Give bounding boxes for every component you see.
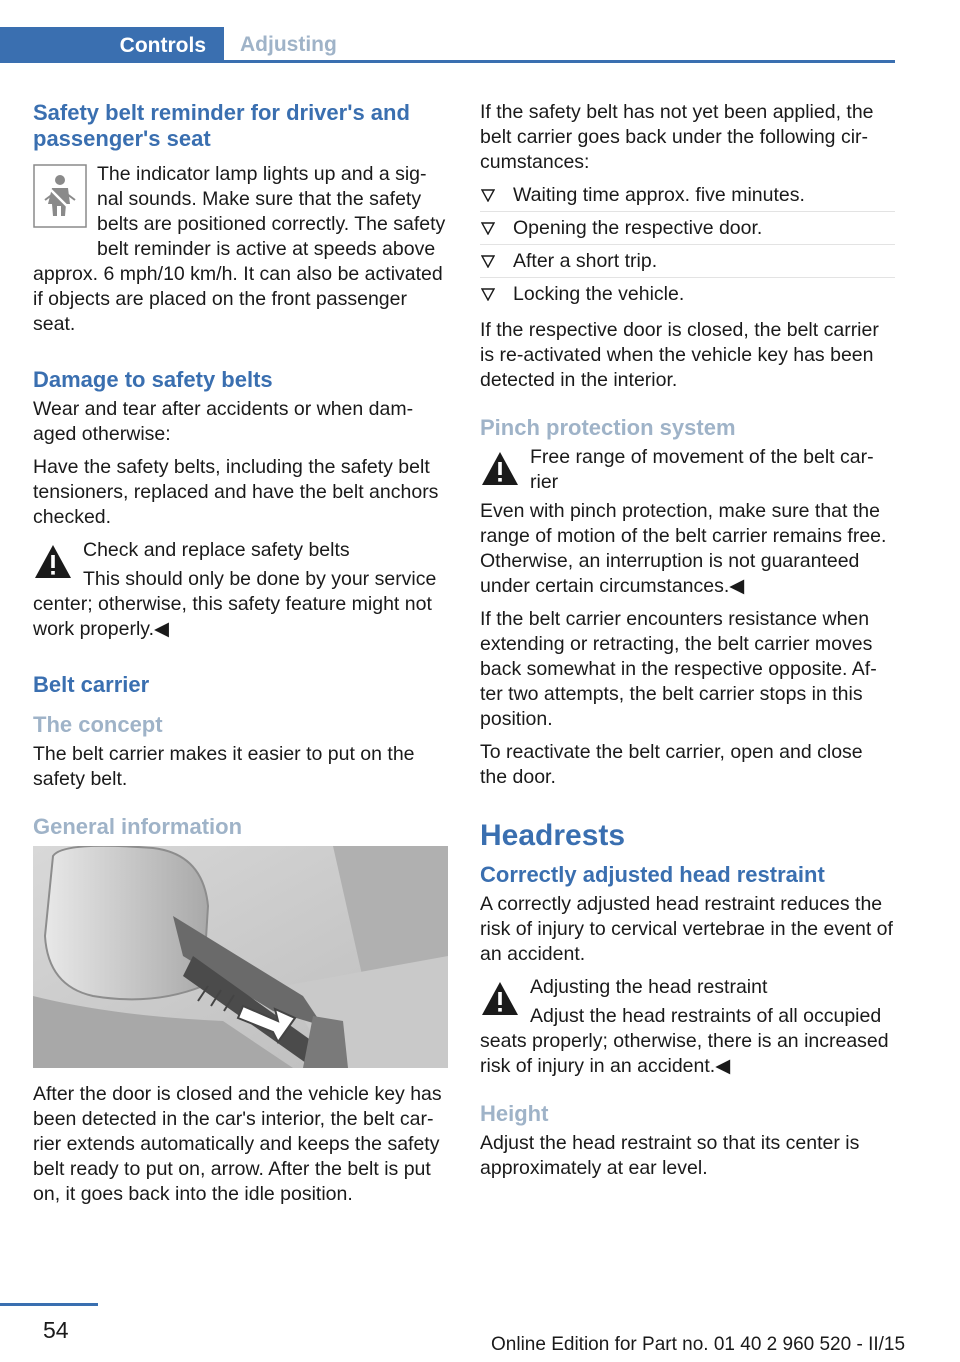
damage-heading: Damage to safety belts: [33, 367, 273, 392]
right-column: [480, 100, 895, 1189]
warning-block: [33, 538, 448, 642]
belt-carrier-heading: Belt carrier: [33, 672, 150, 697]
correctly-adjusted-text: A correctly adjusted head restraint reduces the risk of injury to cervical vertebrae in the event of an accident.: [480, 893, 893, 965]
adjust-warning-block: [480, 975, 895, 1079]
header-rule: [0, 60, 895, 63]
height-text: Adjust the head restraint so that its center is approximately at ear level.: [480, 1132, 860, 1179]
damage-paragraph-1: Wear and tear after accidents or when dam‐aged otherwise:: [33, 398, 414, 445]
bullet-triangle-icon: [481, 221, 495, 235]
seatbelt-reminder-icon: [33, 164, 87, 235]
list-item: [480, 278, 895, 310]
bullet-triangle-icon: [481, 188, 495, 202]
warning-triangle-icon: [480, 449, 520, 489]
adjust-warning-title: Adjusting the head restraint: [530, 976, 768, 998]
damage-paragraph-2: Have the safety belts, including the safety belt tensioners, replaced and have the belt anchors checked.: [33, 456, 439, 528]
concept-text: The belt carrier makes it easier to put on the safety belt.: [33, 743, 415, 790]
warning-triangle-icon: [480, 979, 520, 1019]
list-item-text: Locking the vehicle.: [513, 283, 685, 305]
page-number: 54: [43, 1317, 69, 1343]
list-item-text: Opening the respective door.: [513, 217, 763, 239]
reactivate-carrier-text: To reactivate the belt carrier, open and close the door.: [480, 741, 863, 788]
concept-heading: The concept: [33, 712, 163, 737]
warning-text: This should only be done by your service center; otherwise, this safety feature might not work properly.◀: [33, 568, 437, 640]
bullet-triangle-icon: [481, 287, 495, 301]
edition-line: Online Edition for Part no. 01 40 2 960 520 - II/15: [491, 1334, 906, 1355]
list-item-text: Waiting time approx. five minutes.: [513, 184, 805, 206]
general-information-text: After the door is closed and the vehicle key has been detected in the car's interior, the belt car‐rier extends automatically and keeps the safety belt ready to put on, arrow. After the belt is put on, it goes back into the idle position.: [33, 1083, 442, 1205]
reminder-heading: Safety belt reminder for driver's and passenger's seat: [33, 100, 410, 151]
general-information-heading: General information: [33, 814, 243, 839]
adjust-warning-text: Adjust the head restraints of all occupied seats properly; otherwise, there is an increased risk of injury in an accident.◀: [480, 1005, 889, 1077]
list-item: [480, 245, 895, 278]
warning-title: Check and replace safety belts: [83, 539, 350, 561]
pinch-warning-text: Even with pinch protection, make sure that the range of motion of the belt carrier remains free. Otherwise, an interruption is not guaranteed under certain circumstances.◀: [480, 500, 887, 597]
headrests-heading: Headrests: [480, 819, 626, 852]
footer-rule: [0, 1303, 98, 1306]
list-item-text: After a short trip.: [513, 250, 658, 272]
left-column: [33, 100, 448, 1215]
pinch-warning-block: [480, 445, 895, 599]
reactivate-text: If the respective door is closed, the belt carrier is re-activated when the vehicle key has been detected in the interior.: [480, 319, 879, 391]
carrier-return-list: [480, 179, 895, 310]
correctly-adjusted-heading: Correctly adjusted head restraint: [480, 862, 825, 887]
list-item: [480, 212, 895, 245]
bullet-triangle-icon: [481, 254, 495, 268]
reminder-text: The indicator lamp lights up and a sig‐nal sounds. Make sure that the safety belts are positioned correctly. The safety belt reminder is active at speeds above approx. 6 mph/10 km/h. It can also be activated if objects are placed on the front passenger seat.: [33, 163, 446, 335]
resistance-text: If the belt carrier encounters resistance when extending or retracting, the belt carrier moves back somewhat in the respective opposite. Af‐ter two attempts, the belt carrier stops in this position.: [480, 608, 877, 730]
belt-carrier-photo: [33, 846, 448, 1068]
warning-triangle-icon: [33, 542, 73, 582]
header-bar: [0, 27, 895, 63]
carrier-return-intro: If the safety belt has not yet been applied, the belt carrier goes back under the following cir‐cumstances:: [480, 101, 874, 173]
list-item: [480, 179, 895, 212]
pinch-protection-heading: Pinch protection system: [480, 415, 736, 440]
pinch-warning-title: Free range of movement of the belt car‐rier: [530, 446, 874, 493]
tab-adjusting[interactable]: Adjusting: [240, 32, 337, 56]
height-heading: Height: [480, 1101, 549, 1126]
tab-controls[interactable]: Controls: [0, 27, 224, 63]
